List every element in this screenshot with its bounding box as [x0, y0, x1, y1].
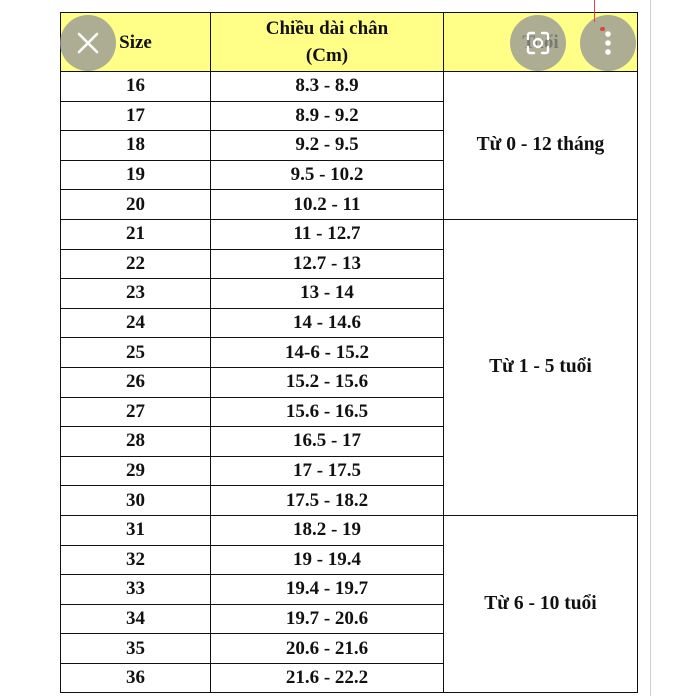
size-cell: 32	[61, 545, 211, 575]
age-group-cell: Từ 6 - 10 tuổi	[444, 515, 638, 693]
size-cell: 27	[61, 397, 211, 427]
size-cell: 22	[61, 249, 211, 279]
table-row	[61, 515, 638, 545]
size-cell: 19	[61, 160, 211, 190]
close-icon	[76, 31, 100, 55]
size-cell: 23	[61, 279, 211, 309]
length-cell: 12.7 - 13	[211, 249, 444, 279]
length-cell: 9.2 - 9.5	[211, 131, 444, 161]
length-header-line2: (Cm)	[305, 45, 349, 66]
size-cell: 35	[61, 634, 211, 664]
size-cell: 17	[61, 101, 211, 131]
length-cell: 9.5 - 10.2	[211, 160, 444, 190]
length-cell: 14 - 14.6	[211, 308, 444, 338]
more-vertical-icon	[604, 30, 612, 56]
size-cell: 20	[61, 190, 211, 220]
length-cell: 8.9 - 9.2	[211, 101, 444, 131]
length-cell: 19.4 - 19.7	[211, 575, 444, 605]
length-cell: 15.2 - 15.6	[211, 367, 444, 397]
length-cell: 19.7 - 20.6	[211, 604, 444, 634]
size-column-header: Size	[61, 13, 211, 72]
length-cell: 17.5 - 18.2	[211, 486, 444, 516]
size-cell: 31	[61, 515, 211, 545]
size-cell: 33	[61, 575, 211, 605]
length-column-header	[211, 13, 444, 72]
length-cell: 8.3 - 8.9	[211, 72, 444, 102]
length-header-line1: Chiều dài chân	[265, 18, 389, 39]
more-options-button[interactable]	[580, 15, 636, 71]
lens-icon	[524, 29, 552, 57]
length-cell: 10.2 - 11	[211, 190, 444, 220]
shoe-size-table	[60, 12, 638, 693]
size-cell: 29	[61, 456, 211, 486]
size-cell: 34	[61, 604, 211, 634]
red-marker-line	[594, 0, 595, 22]
length-cell: 20.6 - 21.6	[211, 634, 444, 664]
length-cell: 21.6 - 22.2	[211, 663, 444, 693]
length-cell: 16.5 - 17	[211, 427, 444, 457]
size-cell: 28	[61, 427, 211, 457]
length-cell: 18.2 - 19	[211, 515, 444, 545]
red-marker-dot	[600, 27, 605, 31]
age-group-cell: Từ 0 - 12 tháng	[444, 72, 638, 220]
close-button[interactable]	[60, 15, 116, 71]
length-cell: 19 - 19.4	[211, 545, 444, 575]
size-cell: 25	[61, 338, 211, 368]
size-cell: 21	[61, 219, 211, 249]
size-cell: 16	[61, 72, 211, 102]
size-cell: 24	[61, 308, 211, 338]
viewer-edge	[650, 0, 651, 696]
lens-search-button[interactable]	[510, 15, 566, 71]
table-row	[61, 72, 638, 102]
size-cell: 36	[61, 663, 211, 693]
table-row	[61, 219, 638, 249]
size-cell: 30	[61, 486, 211, 516]
length-cell: 13 - 14	[211, 279, 444, 309]
size-cell: 26	[61, 367, 211, 397]
length-cell: 17 - 17.5	[211, 456, 444, 486]
length-cell: 14-6 - 15.2	[211, 338, 444, 368]
length-cell: 15.6 - 16.5	[211, 397, 444, 427]
size-cell: 18	[61, 131, 211, 161]
length-cell: 11 - 12.7	[211, 219, 444, 249]
age-group-cell: Từ 1 - 5 tuổi	[444, 219, 638, 515]
